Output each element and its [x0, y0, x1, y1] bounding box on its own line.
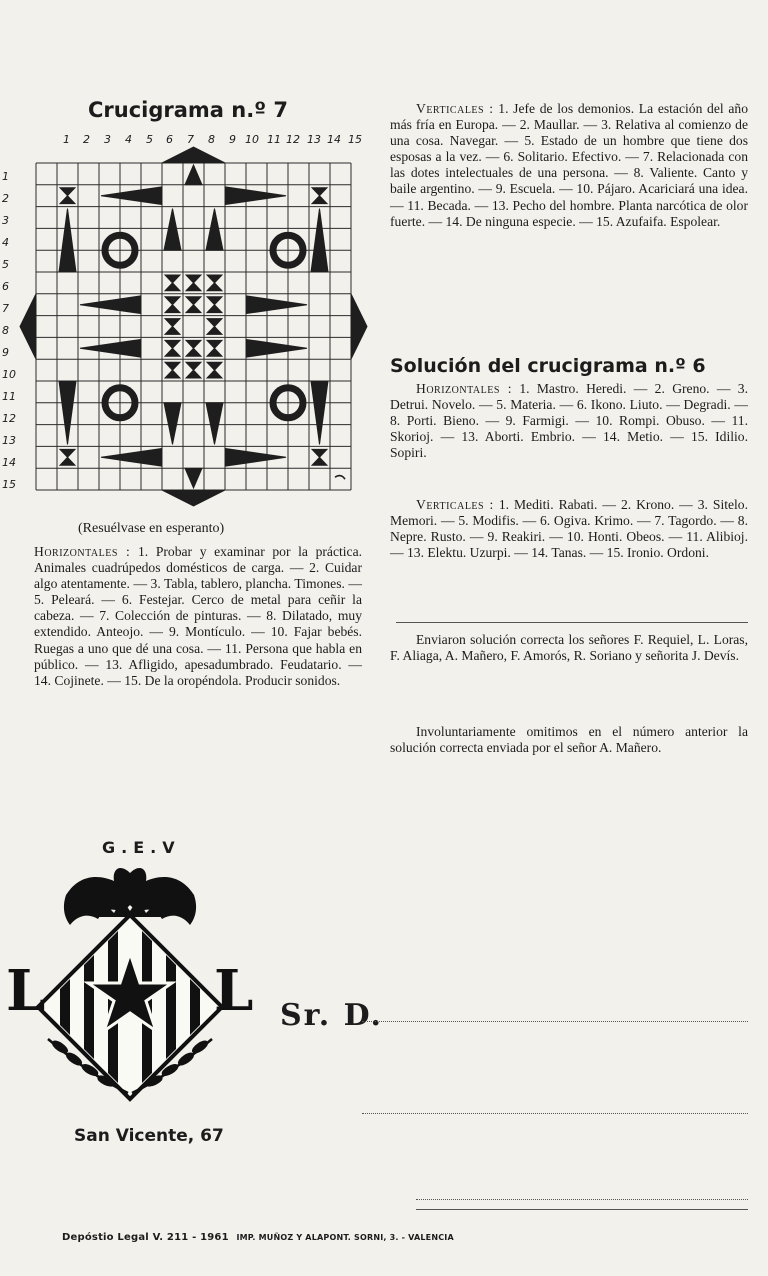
- row-number: 11: [2, 390, 16, 403]
- solution-horizontales-label: Horizontales :: [416, 381, 512, 396]
- col-number: 2: [83, 133, 90, 146]
- hourglass-block: [60, 188, 75, 204]
- hourglass-block: [207, 362, 222, 378]
- address-line-2: [362, 1113, 748, 1114]
- row-number: 10: [2, 368, 16, 381]
- wedge-block: [59, 381, 76, 444]
- wedge-block: [351, 294, 367, 359]
- row-number: 9: [2, 346, 9, 359]
- col-number: 3: [104, 133, 111, 146]
- col-number: 10: [245, 133, 259, 146]
- legal-deposit: Depóstio Legal V. 211 - 1961: [62, 1232, 229, 1243]
- wedge-block: [246, 339, 307, 357]
- footer: [62, 1232, 454, 1243]
- notice-correct-senders: [390, 632, 748, 664]
- address-line-1: [362, 1021, 748, 1022]
- wedge-block: [206, 403, 223, 445]
- row-number: 14: [2, 456, 16, 469]
- solution-title: Solución del crucigrama n.º 6: [390, 355, 706, 377]
- wedge-block: [185, 468, 202, 488]
- hourglass-block: [186, 362, 201, 378]
- omission-text: Involuntariamente omitimos en el número anterior la solución correcta enviada por el señor A. Mañero.: [390, 724, 748, 756]
- row-number: 8: [2, 324, 9, 337]
- row-number: 5: [2, 258, 9, 271]
- row-number: 3: [2, 214, 9, 227]
- crossword-note: (Resuélvase en esperanto): [78, 521, 225, 536]
- horizontales-label: Horizontales :: [34, 544, 131, 559]
- wedge-block: [185, 165, 202, 185]
- col-number: 6: [166, 133, 173, 146]
- solution-vertical: [390, 497, 748, 561]
- wedge-block: [164, 209, 181, 251]
- horizontales-text: 1. Probar y examinar por la práctica. Animales cuadrúpedos domésticos de carga. — 2. Cuidar algo atentamente. — 3. Tabla, tablero, plancha. Timones. — 5. Peleará. — 6. Festejar. Cerco de metal para ceñir la cabeza. — 7. Colección de pinturas. — 8. Dilatado, muy extendido. Anteojo. — 9. Montículo. — 10. Fajar bebés. Ruegas a uno que dé una cosa. — 11. Persona que habla en público. — 13. Afligido, apesadumbrado. Feudatario. — 14. Cojinete. — 15. De la oropéndola. Producir sonidos.: [34, 544, 362, 688]
- col-number: 14: [327, 133, 341, 146]
- wedge-block: [311, 209, 328, 272]
- col-number: 11: [267, 133, 281, 146]
- notice-omission: [390, 724, 748, 756]
- wedge-block: [311, 381, 328, 444]
- wedge-block: [206, 209, 223, 251]
- section-divider: [396, 622, 748, 623]
- wedge-block: [162, 147, 225, 163]
- hourglass-block: [312, 449, 327, 465]
- col-number: 1: [63, 133, 70, 146]
- verticales-text: 1. Jefe de los demonios. La estación del año más fría en Europa. — 2. Maullar. — 3. Relativa al comienzo de una cosa. Navegar. — 5. Estado de un hombre que tiene dos esposas a la vez. — 6. Solitario. Efectivo. — 7. Relacionada con las dotes intelectuales de una persona. — 8. Valiente. Canto y baile argentino. — 9. Escuela. — 10. Pájaro. Acariciará una idea. — 11. Becada. — 13. Pecho del hombre. Planta narcótica de olor fuerte. — 14. De ninguna especie. — 15. Azufaifa. Espolear.: [390, 101, 748, 229]
- hourglass-block: [207, 319, 222, 335]
- hourglass-block: [60, 449, 75, 465]
- row-number: 2: [2, 192, 9, 205]
- correct-senders-text: Enviaron solución correcta los señores F. Requiel, L. Loras, F. Aliaga, A. Mañero, F. Amorós, R. Soriano y señorita J. Devís.: [390, 632, 748, 664]
- hourglass-block: [312, 188, 327, 204]
- printer-info: IMP. MUÑOZ Y ALAPONT. SORNI, 3. - VALENCIA: [236, 1233, 454, 1242]
- corner-mark: [335, 476, 345, 480]
- logo-initials: G.E.V: [102, 838, 181, 857]
- col-number: 13: [307, 133, 321, 146]
- col-number: 5: [146, 133, 153, 146]
- solution-horizontales-text: 1. Mastro. Heredi. — 2. Greno. — 3. Detrui. Novelo. — 5. Materia. — 6. Ikono. Liuto. — Degradi. — 8. Porti. Bieno. — 9. Farmigi. — 10. Rompi. Obuso. — 11. Skorioj. — 13. Aborti. Embrio. — 14. Metio. — 15. Idilio. Sopiri.: [390, 381, 748, 461]
- col-number: 15: [348, 133, 362, 146]
- address-line-4: [416, 1209, 748, 1210]
- horizontal-clues: [34, 544, 362, 689]
- hourglass-block: [186, 275, 201, 291]
- coat-of-arms-logo: [0, 855, 270, 1115]
- hourglass-block: [165, 340, 180, 356]
- wedge-block: [162, 490, 225, 506]
- row-number: 1: [2, 170, 9, 183]
- hourglass-block: [186, 340, 201, 356]
- wedge-block: [101, 448, 162, 466]
- hourglass-block: [165, 362, 180, 378]
- verticales-label: Verticales :: [416, 101, 494, 116]
- hourglass-block: [165, 275, 180, 291]
- row-number: 13: [2, 434, 16, 447]
- wedge-block: [20, 294, 36, 359]
- vertical-clues: [390, 101, 748, 230]
- solution-verticales-label: Verticales :: [416, 497, 494, 512]
- wedge-block: [59, 209, 76, 272]
- row-number: 7: [2, 302, 9, 315]
- row-number: 6: [2, 280, 9, 293]
- recipient-label: Sr. D.: [280, 998, 383, 1033]
- street-address: San Vicente, 67: [74, 1126, 224, 1146]
- crossword-title: Crucigrama n.º 7: [88, 98, 288, 122]
- row-number: 15: [2, 478, 16, 491]
- hourglass-block: [165, 297, 180, 313]
- col-number: 9: [229, 133, 236, 146]
- row-number: 12: [2, 412, 16, 425]
- hourglass-block: [207, 297, 222, 313]
- hourglass-block: [165, 319, 180, 335]
- col-number: 12: [286, 133, 300, 146]
- wedge-block: [101, 187, 162, 205]
- col-number: 7: [187, 133, 194, 146]
- row-number: 4: [2, 236, 9, 249]
- col-number: 4: [125, 133, 132, 146]
- wedge-block: [246, 296, 307, 314]
- hourglass-block: [186, 297, 201, 313]
- logo-letter-right: L: [214, 958, 254, 1024]
- hourglass-block: [207, 275, 222, 291]
- wedge-block: [225, 187, 286, 205]
- hourglass-block: [207, 340, 222, 356]
- solution-verticales-text: 1. Mediti. Rabati. — 2. Krono. — 3. Sitelo. Memori. — 5. Modifis. — 6. Ogiva. Krimo. — 7. Tagordo. — 8. Nepre. Rusto. — 9. Reakiri. — 10. Honti. Obeos. — 11. Alibioj. — 13. Elektu. Uzurpi. — 14. Tanas. — 15. Ironio. Ordoni.: [390, 497, 749, 561]
- wedge-block: [225, 448, 286, 466]
- address-line-3: [416, 1199, 748, 1200]
- wedge-block: [80, 339, 141, 357]
- wedge-block: [164, 403, 181, 445]
- solution-horizontal: [390, 381, 748, 461]
- col-number: 8: [208, 133, 215, 146]
- wedge-block: [80, 296, 141, 314]
- logo-letter-left: L: [6, 958, 46, 1024]
